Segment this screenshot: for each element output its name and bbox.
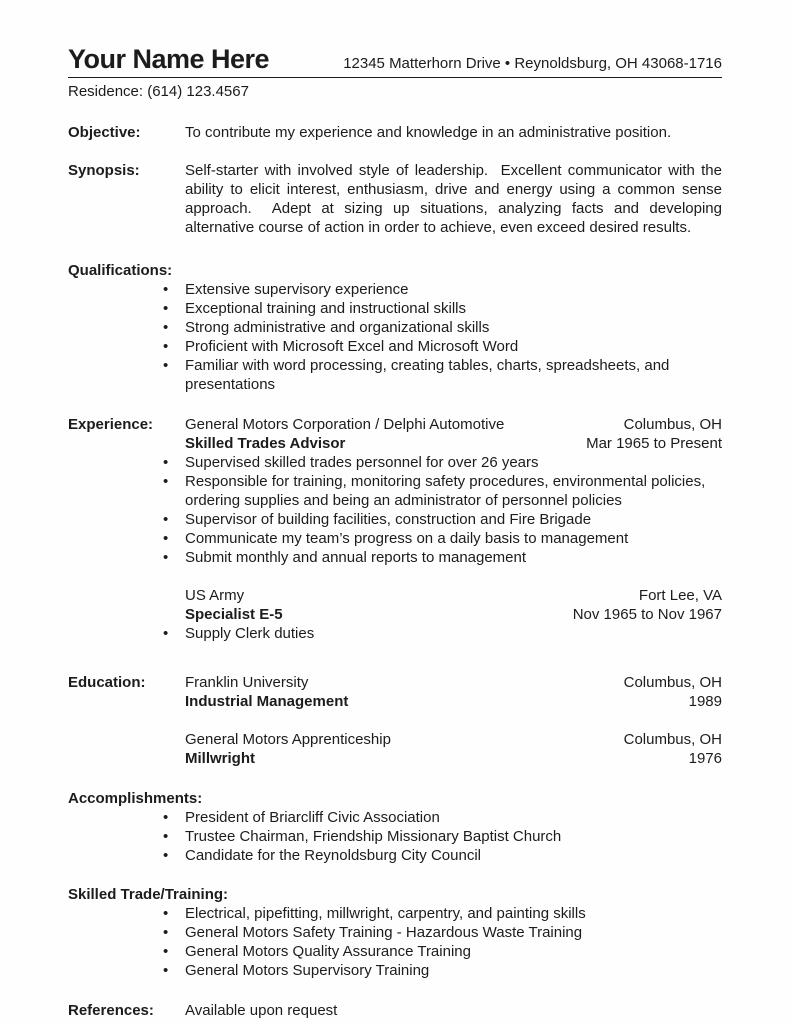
objective-label: Objective: — [68, 124, 141, 141]
job-duties-list — [185, 453, 722, 567]
experience-content — [185, 415, 722, 643]
list-item: • Responsible for training, monitoring safety procedures, environmental policies, ordering supplies and being an administrator of personnel policies — [185, 472, 722, 510]
education-degree-row — [185, 692, 722, 711]
candidate-name: Your Name Here — [68, 44, 270, 74]
job-header-row — [185, 415, 722, 434]
objective-text: To contribute my experience and knowledge in an administrative position. — [185, 124, 672, 141]
list-item: • General Motors Safety Training - Hazardous Waste Training — [185, 923, 722, 942]
experience-label: Experience: — [68, 416, 154, 433]
education-year: 1976 — [688, 750, 722, 767]
job-entry — [185, 586, 722, 643]
list-item: • Communicate my team’s progress on a daily basis to management — [185, 529, 722, 548]
section-training — [68, 885, 722, 980]
education-school-row — [185, 730, 722, 749]
education-school-row — [185, 673, 722, 692]
education-entry — [185, 730, 722, 768]
section-objective — [68, 123, 722, 142]
education-location: Columbus, OH — [623, 674, 722, 691]
section-synopsis — [68, 161, 727, 237]
list-item: • Trustee Chairman, Friendship Missionary Baptist Church — [185, 827, 722, 846]
education-content — [185, 673, 722, 768]
list-item: • Exceptional training and instructional skills — [185, 299, 722, 318]
training-label: Skilled Trade/Training: — [68, 886, 229, 903]
accomplishments-label: Accomplishments: — [68, 790, 203, 807]
list-item: • Strong administrative and organizational skills — [185, 318, 722, 337]
section-references — [68, 1001, 722, 1020]
list-item: • General Motors Quality Assurance Training — [185, 942, 722, 961]
job-location: Fort Lee, VA — [638, 587, 722, 604]
education-degree: Industrial Management — [185, 693, 349, 710]
list-item: • Proficient with Microsoft Excel and Microsoft Word — [185, 337, 722, 356]
accomplishments-list — [68, 808, 722, 865]
qualifications-label: Qualifications: — [68, 262, 173, 279]
training-list — [68, 904, 722, 980]
list-item: • Extensive supervisory experience — [185, 280, 722, 299]
candidate-address: 12345 Matterhorn Drive • Reynoldsburg, OH 43068-1716 — [343, 55, 722, 72]
references-label: References: — [68, 1002, 154, 1019]
list-item: • Supervised skilled trades personnel for over 26 years — [185, 453, 722, 472]
section-experience — [68, 415, 722, 643]
education-entry — [185, 673, 722, 711]
job-dates: Mar 1965 to Present — [586, 435, 722, 452]
candidate-phone: Residence: (614) 123.4567 — [68, 83, 249, 100]
qualifications-list — [68, 280, 722, 394]
list-item: • General Motors Supervisory Training — [185, 961, 722, 980]
education-school: Franklin University — [185, 674, 309, 691]
list-item: • Candidate for the Reynoldsburg City Council — [185, 846, 722, 865]
education-degree-row — [185, 749, 722, 768]
list-item: • Electrical, pipefitting, millwright, carpentry, and painting skills — [185, 904, 722, 923]
education-year: 1989 — [688, 693, 722, 710]
job-company: General Motors Corporation / Delphi Automotive — [185, 416, 505, 433]
job-title-row — [185, 605, 722, 624]
education-label: Education: — [68, 674, 146, 691]
section-education — [68, 673, 722, 768]
job-location: Columbus, OH — [623, 416, 722, 433]
list-item: • Supply Clerk duties — [185, 624, 722, 643]
job-dates: Nov 1965 to Nov 1967 — [572, 606, 722, 623]
job-entry — [185, 415, 722, 567]
synopsis-label: Synopsis: — [68, 162, 140, 179]
job-header-row — [185, 586, 722, 605]
job-duties-list — [185, 624, 722, 643]
list-item: • President of Briarcliff Civic Association — [185, 808, 722, 827]
list-item: • Supervisor of building facilities, construction and Fire Brigade — [185, 510, 722, 529]
education-degree: Millwright — [185, 750, 255, 767]
list-item: • Submit monthly and annual reports to management — [185, 548, 722, 567]
job-title: Skilled Trades Advisor — [185, 435, 346, 452]
job-title-row — [185, 434, 722, 453]
section-qualifications — [68, 261, 722, 394]
header — [68, 44, 722, 78]
synopsis-text: Self-starter with involved style of leadership. Excellent communicator with the ability to elicit interest, enthusiasm, drive and energy using a common sense approach. Adept at sizing up situations, analyzing facts and developing alternative course of action in order to achieve, even exceed desired results. — [185, 162, 727, 236]
section-accomplishments — [68, 789, 722, 865]
education-location: Columbus, OH — [623, 731, 722, 748]
job-title: Specialist E-5 — [185, 606, 283, 623]
list-item: • Familiar with word processing, creating tables, charts, spreadsheets, and presentations — [185, 356, 722, 394]
job-company: US Army — [185, 587, 245, 604]
references-text: Available upon request — [185, 1002, 338, 1019]
education-school: General Motors Apprenticeship — [185, 731, 391, 748]
